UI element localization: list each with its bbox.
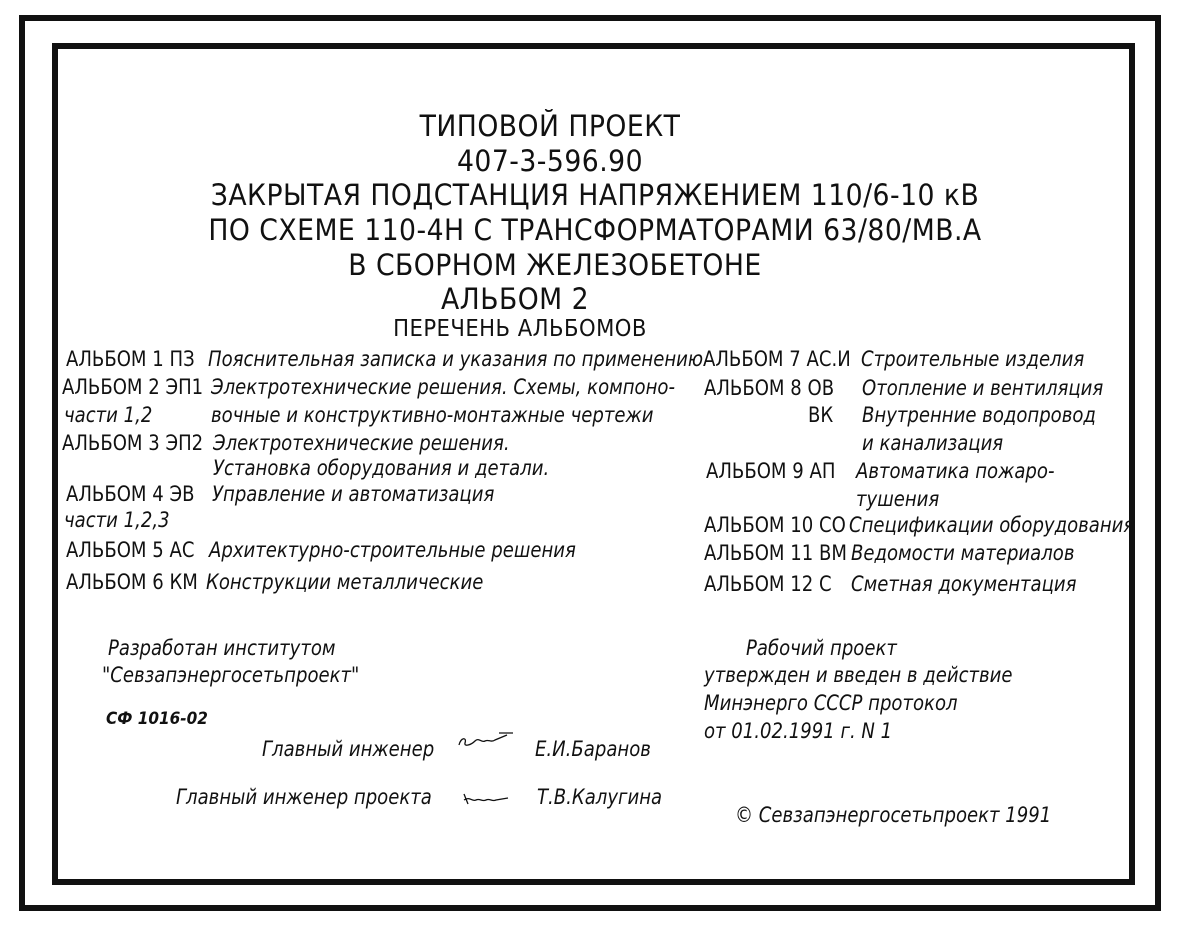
album-8-desc: Отопление и вентиляция (862, 376, 1104, 400)
project-engineer-role: Главный инженер проекта (176, 785, 432, 809)
album-1-code: АЛЬБОМ 1 ПЗ (66, 347, 195, 371)
approval-line-4: от 01.02.1991 г. N 1 (704, 719, 893, 743)
album-9-desc-1: Автоматика пожаро- (856, 459, 1055, 483)
title-line-1: ТИПОВОЙ ПРОЕКТ (419, 109, 681, 143)
album-8-vk-desc-2: и канализация (862, 431, 1004, 455)
album-4-parts: части 1,2,3 (64, 508, 170, 532)
album-3-desc-1: Электротехнические решения. (213, 431, 510, 455)
album-3-code: АЛЬБОМ 3 ЭП2 (62, 431, 204, 455)
album-7-code: АЛЬБОМ 7 АС.И (703, 347, 851, 371)
album-2-desc-2: вочные и конструктивно-монтажные чертежи (211, 403, 654, 427)
developer-line-1: Разработан институтом (108, 636, 336, 660)
album-2-desc-1: Электротехнические решения. Схемы, компоно- (211, 375, 675, 399)
project-engineer-name: Т.В.Калугина (537, 785, 663, 809)
copyright: © Севзапэнергосетьпроект 1991 (735, 803, 1052, 827)
album-5-desc: Архитектурно-строительные решения (209, 538, 576, 562)
approval-line-2: утвержден и введен в действие (704, 663, 1013, 687)
album-12-desc: Сметная документация (851, 572, 1077, 596)
album-8-vk-code: ВК (808, 403, 834, 427)
title-line-5: В СБОРНОМ ЖЕЛЕЗОБЕТОНЕ (348, 248, 762, 282)
album-1-desc: Пояснительная записка и указания по применению (208, 347, 704, 371)
album-6-code: АЛЬБОМ 6 КМ (66, 570, 198, 594)
album-2-parts: части 1,2 (64, 403, 153, 427)
album-5-code: АЛЬБОМ 5 АС (66, 538, 195, 562)
album-11-code: АЛЬБОМ 11 ВМ (704, 541, 847, 565)
album-9-desc-2: тушения (856, 487, 940, 511)
album-number: АЛЬБОМ 2 (440, 282, 590, 316)
album-12-code: АЛЬБОМ 12 С (704, 572, 832, 596)
album-7-desc: Строительные изделия (861, 347, 1085, 371)
album-8-vk-desc-1: Внутренние водопровод (862, 403, 1096, 427)
chief-engineer-signature (455, 729, 517, 751)
title-line-3: ЗАКРЫТАЯ ПОДСТАНЦИЯ НАПРЯЖЕНИЕМ 110/6-10 кВ (210, 178, 980, 212)
chief-engineer-role: Главный инженер (262, 737, 435, 761)
developer-institute: "Севзапэнергосетьпроект" (102, 663, 360, 687)
title-line-4: ПО СХЕМЕ 110-4Н С ТРАНСФОРМАТОРАМИ 63/80/МВ.А (208, 213, 982, 247)
album-9-code: АЛЬБОМ 9 АП (706, 459, 836, 483)
approval-line-3: Минэнерго СССР протокол (704, 691, 958, 715)
list-heading: ПЕРЕЧЕНЬ АЛЬБОМОВ (393, 316, 647, 342)
album-4-desc: Управление и автоматизация (212, 482, 495, 506)
album-4-code: АЛЬБОМ 4 ЭВ (66, 482, 195, 506)
album-6-desc: Конструкции металлические (206, 570, 484, 594)
archive-stamp: СФ 1016-02 (106, 709, 208, 729)
album-3-desc-2: Установка оборудования и детали. (213, 456, 550, 480)
approval-line-1: Рабочий проект (746, 636, 897, 660)
chief-engineer-name: Е.И.Баранов (535, 737, 651, 761)
album-10-desc: Спецификации оборудования (849, 513, 1135, 537)
album-8-code: АЛЬБОМ 8 ОВ (704, 376, 835, 400)
album-2-code: АЛЬБОМ 2 ЭП1 (62, 375, 204, 399)
album-11-desc: Ведомости материалов (851, 541, 1075, 565)
project-engineer-signature (460, 786, 512, 808)
project-number: 407-3-596.90 (456, 144, 644, 178)
album-10-code: АЛЬБОМ 10 СО (704, 513, 846, 537)
